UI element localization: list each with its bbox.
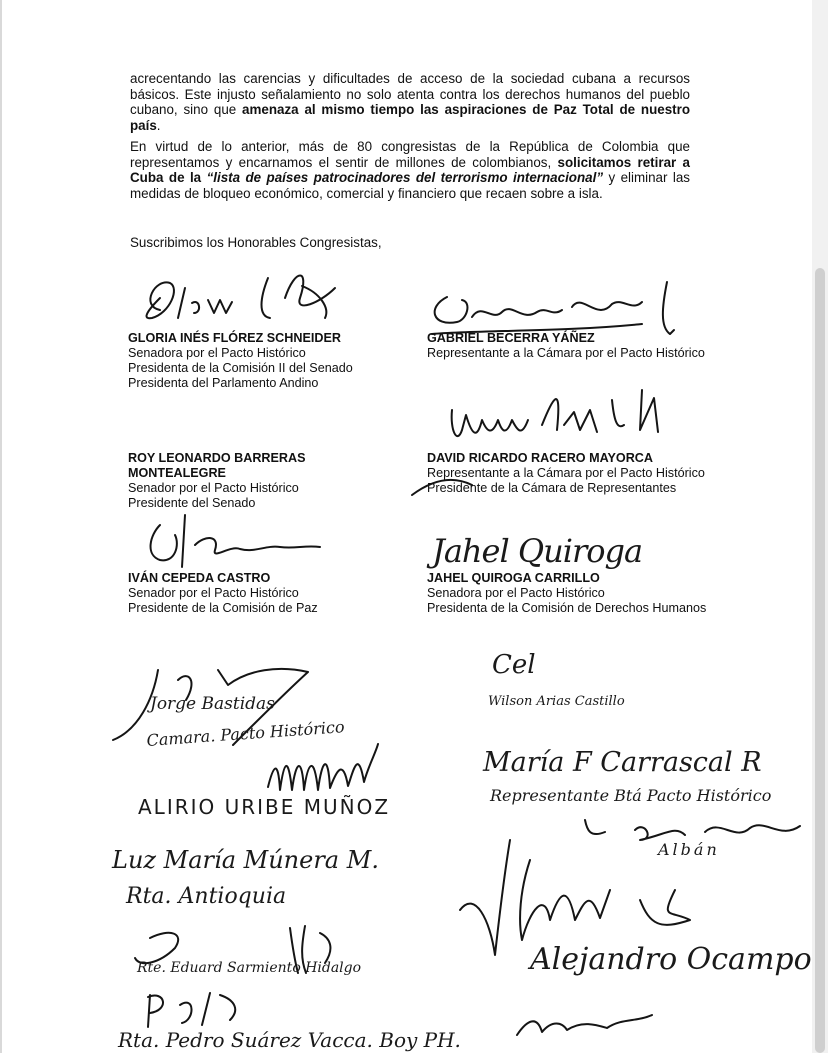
handwritten-eduard-sarmiento: Rte. Eduard Sarmiento Hidalgo: [137, 960, 362, 976]
paragraph-request-quote: “lista de países patrocinadores del terrorismo internacional”: [206, 170, 604, 186]
signature-bottom-right: [512, 1000, 672, 1040]
signatory-title: Presidente de la Comisión de Paz: [128, 601, 318, 615]
signatory-name: GLORIA INÉS FLÓREZ SCHNEIDER: [128, 331, 341, 345]
signature-ivan-cepeda: [140, 505, 330, 575]
paragraph-request-text: En virtud de lo anterior, más de 80 congresistas de la República de Colombia que representamos y encarnamos el sentir de millones de colombianos,: [130, 139, 690, 170]
handwritten-luz-maria-munera: Luz María Múnera M.: [112, 846, 379, 874]
signatory-title: Presidenta de la Comisión II del Senado: [128, 361, 353, 375]
handwritten-wilson-arias: Wilson Arias Castillo: [488, 694, 625, 709]
signatory-name: IVÁN CEPEDA CASTRO: [128, 571, 271, 585]
handwritten-cel: Cel: [492, 650, 536, 680]
paragraph-impact: [130, 71, 690, 133]
handwritten-jorge-bastidas: Jorge Bastidas: [150, 694, 275, 714]
signatory-name: JAHEL QUIROGA CARRILLO: [427, 571, 600, 585]
page-left-edge: [0, 0, 2, 1053]
signatory-david-racero: [427, 451, 705, 496]
handwritten-jahel-quiroga: Jahel Quiroga: [432, 532, 643, 570]
signatory-roy-barreras: [128, 451, 306, 511]
signatory-title: Representante a la Cámara por el Pacto Histórico: [427, 346, 705, 360]
handwritten-representante-bta: Representante Btá Pacto Histórico: [490, 786, 772, 805]
scrollbar-thumb[interactable]: [815, 268, 825, 1053]
signatory-title: Presidente del Senado: [128, 496, 256, 510]
signature-alirio-uribe: [258, 742, 388, 797]
closing-line: Suscribimos los Honorables Congresistas,: [130, 235, 382, 250]
paragraph-impact-text: acrecentando las carencias y dificultades de acceso de la sociedad cubana a recursos básicos. Este injusto señalamiento no solo atenta contra los derechos humanos del pueblo cubano, sino que: [130, 71, 690, 118]
handwritten-alejandro-ocampo: Alejandro Ocampo: [530, 942, 812, 977]
handwritten-rta-antioquia: Rta. Antioquia: [126, 884, 287, 909]
handwritten-pedro-suarez: Rta. Pedro Suárez Vacca. Boy PH.: [118, 1028, 461, 1052]
signatory-title: Senadora por el Pacto Histórico: [128, 346, 306, 360]
signatory-title: Presidente de la Cámara de Representantes: [427, 481, 677, 495]
signatory-gabriel-becerra: [427, 331, 705, 361]
paragraph-impact-end: .: [156, 117, 161, 133]
signatory-title: Senador por el Pacto Histórico: [128, 481, 299, 495]
handwritten-camara-pacto: Camara. Pacto Histórico: [146, 717, 346, 750]
paragraph-request: [130, 139, 690, 201]
signatory-name: DAVID RICARDO RACERO MAYORCA: [427, 451, 653, 465]
signatory-title: Senador por el Pacto Histórico: [128, 586, 299, 600]
signatory-name: ROY LEONARDO BARRERAS: [128, 451, 306, 465]
signatory-gloria-florez: [128, 331, 353, 391]
paragraph-request-bold: solicitamos retirar a Cuba de la: [130, 154, 690, 186]
signatory-name: GABRIEL BECERRA YÁÑEZ: [427, 331, 595, 345]
signatory-title: Representante a la Cámara por el Pacto Histórico: [427, 466, 705, 480]
signatory-jahel-quiroga: [427, 571, 706, 616]
signatory-title: Presidenta de la Comisión de Derechos Humanos: [427, 601, 707, 615]
paragraph-request-end: y eliminar las medidas de bloqueo económico, comercial y financiero que recaen sobre a isla.: [130, 170, 691, 201]
handwritten-maria-carrascal: María F Carrascal R: [483, 747, 762, 778]
signatory-ivan-cepeda: [128, 571, 318, 616]
signature-pedro-suarez: [140, 985, 270, 1030]
signatory-title: Senadora por el Pacto Histórico: [427, 586, 605, 600]
paragraph-impact-bold: amenaza al mismo tiempo las aspiraciones de Paz Total de nuestro país: [130, 102, 690, 133]
handwritten-alban: Albán: [658, 840, 720, 859]
signature-alejandro-ocampo: [450, 830, 710, 960]
handwritten-alirio-uribe: ALIRIO URIBE MUÑOZ: [138, 795, 391, 819]
signatory-name: MONTEALEGRE: [128, 466, 226, 480]
signatory-title: Presidenta del Parlamento Andino: [128, 376, 319, 390]
